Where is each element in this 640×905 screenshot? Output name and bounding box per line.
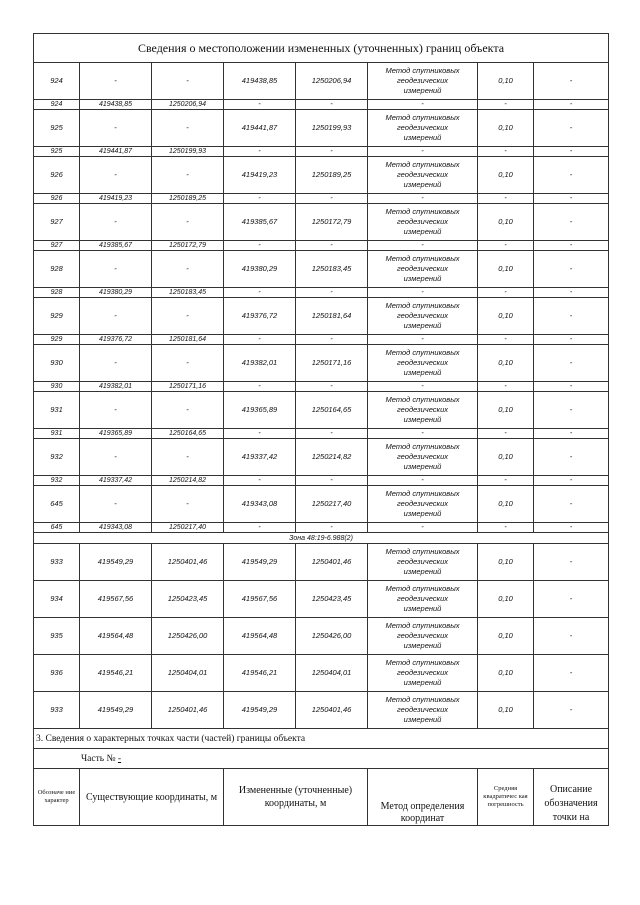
existing-y: 1250401,46 bbox=[152, 544, 224, 581]
point-id: 924 bbox=[34, 100, 80, 110]
method-line: Метод спутниковых bbox=[385, 207, 460, 216]
point-id: 931 bbox=[34, 392, 80, 429]
error-value: - bbox=[478, 147, 534, 157]
point-id: 926 bbox=[34, 194, 80, 204]
existing-y: - bbox=[152, 486, 224, 523]
table-title: Сведения о местоположении измененных (уточненных) границ объекта bbox=[34, 34, 609, 63]
new-x: 419385,67 bbox=[224, 204, 296, 241]
point-id: 933 bbox=[34, 692, 80, 729]
method-line: измерений bbox=[403, 274, 442, 283]
header-description: Описание обозначения точки на bbox=[534, 769, 609, 826]
existing-x: 419337,42 bbox=[80, 476, 152, 486]
point-description: - bbox=[534, 692, 609, 729]
part-number bbox=[34, 749, 609, 769]
existing-x: 419564,48 bbox=[80, 618, 152, 655]
method-line: геодезических bbox=[396, 405, 449, 414]
point-description: - bbox=[534, 63, 609, 100]
point-description: - bbox=[534, 544, 609, 581]
method-line: измерений bbox=[403, 86, 442, 95]
table-row bbox=[34, 63, 609, 100]
point-id: 925 bbox=[34, 147, 80, 157]
point-description: - bbox=[534, 335, 609, 345]
new-y: - bbox=[296, 335, 368, 345]
table-row bbox=[34, 581, 609, 618]
existing-y: - bbox=[152, 110, 224, 147]
existing-x: 419376,72 bbox=[80, 335, 152, 345]
method-cell bbox=[368, 544, 478, 581]
table-row bbox=[34, 204, 609, 241]
point-description: - bbox=[534, 392, 609, 429]
point-description: - bbox=[534, 204, 609, 241]
new-y: 1250199,93 bbox=[296, 110, 368, 147]
existing-x: 419380,29 bbox=[80, 288, 152, 298]
new-x: - bbox=[224, 100, 296, 110]
table-row bbox=[34, 692, 609, 729]
method-line: измерений bbox=[403, 567, 442, 576]
point-id: 928 bbox=[34, 251, 80, 288]
existing-y: 1250217,40 bbox=[152, 523, 224, 533]
error-value: 0,10 bbox=[478, 157, 534, 194]
error-value: - bbox=[478, 382, 534, 392]
existing-x: 419385,67 bbox=[80, 241, 152, 251]
method-line: геодезических bbox=[396, 452, 449, 461]
new-y: 1250423,45 bbox=[296, 581, 368, 618]
method-line: Метод спутниковых bbox=[385, 254, 460, 263]
point-description: - bbox=[534, 523, 609, 533]
table-row bbox=[34, 392, 609, 429]
existing-y: 1250181,64 bbox=[152, 335, 224, 345]
method-line: измерений bbox=[403, 678, 442, 687]
point-id: 927 bbox=[34, 204, 80, 241]
method-cell: - bbox=[368, 476, 478, 486]
error-value: 0,10 bbox=[478, 486, 534, 523]
error-value: - bbox=[478, 476, 534, 486]
point-description: - bbox=[534, 345, 609, 382]
point-id: 645 bbox=[34, 486, 80, 523]
existing-x: 419343,08 bbox=[80, 523, 152, 533]
point-id: 932 bbox=[34, 476, 80, 486]
new-y: 1250206,94 bbox=[296, 63, 368, 100]
method-line: Метод спутниковых bbox=[385, 621, 460, 630]
existing-y: - bbox=[152, 157, 224, 194]
existing-x: - bbox=[80, 345, 152, 382]
new-x: 419567,56 bbox=[224, 581, 296, 618]
new-y: - bbox=[296, 194, 368, 204]
error-value: 0,10 bbox=[478, 110, 534, 147]
method-line: измерений bbox=[403, 604, 442, 613]
error-value: 0,10 bbox=[478, 581, 534, 618]
existing-y: - bbox=[152, 439, 224, 476]
method-line: Метод спутниковых bbox=[385, 489, 460, 498]
method-line: измерений bbox=[403, 321, 442, 330]
existing-x: - bbox=[80, 392, 152, 429]
table-row bbox=[34, 345, 609, 382]
existing-x: 419441,87 bbox=[80, 147, 152, 157]
error-value: - bbox=[478, 241, 534, 251]
method-cell: - bbox=[368, 194, 478, 204]
method-line: Метод спутниковых bbox=[385, 160, 460, 169]
method-line: геодезических bbox=[396, 499, 449, 508]
new-y: - bbox=[296, 382, 368, 392]
existing-x: 419549,29 bbox=[80, 544, 152, 581]
point-id: 926 bbox=[34, 157, 80, 194]
existing-x: - bbox=[80, 439, 152, 476]
method-line: измерений bbox=[403, 462, 442, 471]
existing-x: 419567,56 bbox=[80, 581, 152, 618]
point-description: - bbox=[534, 429, 609, 439]
table-row-existing bbox=[34, 335, 609, 345]
method-cell: - bbox=[368, 100, 478, 110]
table-row bbox=[34, 110, 609, 147]
existing-x: 419438,85 bbox=[80, 100, 152, 110]
method-line: измерений bbox=[403, 133, 442, 142]
method-line: геодезических bbox=[396, 170, 449, 179]
method-cell bbox=[368, 392, 478, 429]
point-description: - bbox=[534, 147, 609, 157]
existing-y: 1250171,16 bbox=[152, 382, 224, 392]
point-description: - bbox=[534, 618, 609, 655]
error-value: 0,10 bbox=[478, 63, 534, 100]
new-x: - bbox=[224, 147, 296, 157]
method-cell: - bbox=[368, 523, 478, 533]
table-row-existing bbox=[34, 241, 609, 251]
coordinates-table bbox=[33, 33, 609, 826]
method-line: Метод спутниковых bbox=[385, 547, 460, 556]
point-id: 930 bbox=[34, 382, 80, 392]
point-id: 932 bbox=[34, 439, 80, 476]
error-value: 0,10 bbox=[478, 655, 534, 692]
error-value: 0,10 bbox=[478, 345, 534, 382]
existing-y: - bbox=[152, 345, 224, 382]
new-x: 419441,87 bbox=[224, 110, 296, 147]
error-value: 0,10 bbox=[478, 544, 534, 581]
method-line: Метод спутниковых bbox=[385, 584, 460, 593]
existing-y: - bbox=[152, 392, 224, 429]
new-y: 1250217,40 bbox=[296, 486, 368, 523]
new-y: - bbox=[296, 147, 368, 157]
error-value: - bbox=[478, 194, 534, 204]
error-value: 0,10 bbox=[478, 392, 534, 429]
new-x: 419380,29 bbox=[224, 251, 296, 288]
new-x: 419564,48 bbox=[224, 618, 296, 655]
section-3-title: 3. Сведения о характерных точках части (частей) границы объекта bbox=[34, 729, 609, 749]
new-y: 1250404,01 bbox=[296, 655, 368, 692]
method-cell: - bbox=[368, 382, 478, 392]
new-x: 419337,42 bbox=[224, 439, 296, 476]
method-cell: - bbox=[368, 147, 478, 157]
point-description: - bbox=[534, 382, 609, 392]
method-line: геодезических bbox=[396, 594, 449, 603]
new-x: - bbox=[224, 476, 296, 486]
existing-y: 1250426,00 bbox=[152, 618, 224, 655]
existing-x: - bbox=[80, 486, 152, 523]
point-id: 929 bbox=[34, 335, 80, 345]
method-line: геодезических bbox=[396, 264, 449, 273]
zone-row bbox=[34, 533, 609, 544]
new-x: 419343,08 bbox=[224, 486, 296, 523]
new-x: - bbox=[224, 523, 296, 533]
point-description: - bbox=[534, 288, 609, 298]
method-cell bbox=[368, 692, 478, 729]
existing-x: - bbox=[80, 63, 152, 100]
point-id: 927 bbox=[34, 241, 80, 251]
point-id: 925 bbox=[34, 110, 80, 147]
new-x: - bbox=[224, 288, 296, 298]
new-y: 1250214,82 bbox=[296, 439, 368, 476]
existing-y: 1250164,65 bbox=[152, 429, 224, 439]
new-x: - bbox=[224, 335, 296, 345]
new-x: 419438,85 bbox=[224, 63, 296, 100]
error-value: - bbox=[478, 288, 534, 298]
point-id: 933 bbox=[34, 544, 80, 581]
header-point-designation: Обозначе ние характер bbox=[34, 769, 80, 826]
error-value: 0,10 bbox=[478, 251, 534, 288]
error-value: 0,10 bbox=[478, 439, 534, 476]
new-y: - bbox=[296, 476, 368, 486]
new-x: 419546,21 bbox=[224, 655, 296, 692]
existing-y: - bbox=[152, 63, 224, 100]
method-cell bbox=[368, 298, 478, 335]
method-line: геодезических bbox=[396, 358, 449, 367]
new-x: 419549,29 bbox=[224, 544, 296, 581]
method-line: измерений bbox=[403, 509, 442, 518]
error-value: - bbox=[478, 100, 534, 110]
new-x: 419549,29 bbox=[224, 692, 296, 729]
method-line: измерений bbox=[403, 715, 442, 724]
error-value: - bbox=[478, 523, 534, 533]
method-cell: - bbox=[368, 335, 478, 345]
method-cell bbox=[368, 486, 478, 523]
error-value: - bbox=[478, 429, 534, 439]
new-x: 419376,72 bbox=[224, 298, 296, 335]
point-description: - bbox=[534, 251, 609, 288]
existing-y: 1250423,45 bbox=[152, 581, 224, 618]
point-description: - bbox=[534, 655, 609, 692]
table-row-existing bbox=[34, 288, 609, 298]
table-row-existing bbox=[34, 100, 609, 110]
method-cell bbox=[368, 618, 478, 655]
method-cell bbox=[368, 204, 478, 241]
new-x: - bbox=[224, 194, 296, 204]
existing-y: 1250172,79 bbox=[152, 241, 224, 251]
table-row bbox=[34, 618, 609, 655]
new-y: - bbox=[296, 288, 368, 298]
point-description: - bbox=[534, 298, 609, 335]
new-x: - bbox=[224, 429, 296, 439]
error-value: 0,10 bbox=[478, 618, 534, 655]
existing-x: 419365,89 bbox=[80, 429, 152, 439]
table-row bbox=[34, 486, 609, 523]
method-line: Метод спутниковых bbox=[385, 695, 460, 704]
point-description: - bbox=[534, 100, 609, 110]
new-y: 1250164,65 bbox=[296, 392, 368, 429]
point-id: 936 bbox=[34, 655, 80, 692]
point-id: 928 bbox=[34, 288, 80, 298]
existing-y: 1250214,82 bbox=[152, 476, 224, 486]
method-line: Метод спутниковых bbox=[385, 395, 460, 404]
point-description: - bbox=[534, 194, 609, 204]
point-id: 935 bbox=[34, 618, 80, 655]
point-description: - bbox=[534, 476, 609, 486]
method-cell bbox=[368, 581, 478, 618]
table-row bbox=[34, 298, 609, 335]
table-row-existing bbox=[34, 382, 609, 392]
existing-y: - bbox=[152, 298, 224, 335]
existing-y: 1250199,93 bbox=[152, 147, 224, 157]
method-line: Метод спутниковых bbox=[385, 442, 460, 451]
method-cell bbox=[368, 655, 478, 692]
method-line: Метод спутниковых bbox=[385, 66, 460, 75]
header-existing-coords: Существующие координаты, м bbox=[80, 769, 224, 826]
header-method: Метод определения координат bbox=[368, 769, 478, 826]
table-row-existing bbox=[34, 429, 609, 439]
point-id: 929 bbox=[34, 298, 80, 335]
point-id: 924 bbox=[34, 63, 80, 100]
new-y: - bbox=[296, 429, 368, 439]
section-3-header-row bbox=[34, 769, 609, 826]
method-line: Метод спутниковых bbox=[385, 658, 460, 667]
existing-y: - bbox=[152, 251, 224, 288]
table-row-existing bbox=[34, 147, 609, 157]
table-row bbox=[34, 157, 609, 194]
error-value: 0,10 bbox=[478, 298, 534, 335]
point-description: - bbox=[534, 581, 609, 618]
document-sheet bbox=[33, 33, 608, 826]
existing-y: 1250183,45 bbox=[152, 288, 224, 298]
new-x: 419382,01 bbox=[224, 345, 296, 382]
point-id: 645 bbox=[34, 523, 80, 533]
new-y: 1250183,45 bbox=[296, 251, 368, 288]
existing-x: - bbox=[80, 251, 152, 288]
table-row bbox=[34, 655, 609, 692]
existing-x: - bbox=[80, 204, 152, 241]
new-x: - bbox=[224, 241, 296, 251]
table-row-existing bbox=[34, 523, 609, 533]
method-cell bbox=[368, 157, 478, 194]
new-y: 1250426,00 bbox=[296, 618, 368, 655]
new-y: 1250171,16 bbox=[296, 345, 368, 382]
existing-y: 1250206,94 bbox=[152, 100, 224, 110]
method-line: измерений bbox=[403, 368, 442, 377]
error-value: 0,10 bbox=[478, 692, 534, 729]
part-value: - bbox=[117, 753, 122, 764]
point-id: 931 bbox=[34, 429, 80, 439]
method-cell: - bbox=[368, 241, 478, 251]
method-line: Метод спутниковых bbox=[385, 348, 460, 357]
new-y: - bbox=[296, 523, 368, 533]
existing-y: - bbox=[152, 204, 224, 241]
method-cell bbox=[368, 251, 478, 288]
method-line: геодезических bbox=[396, 705, 449, 714]
point-description: - bbox=[534, 486, 609, 523]
existing-y: 1250404,01 bbox=[152, 655, 224, 692]
error-value: 0,10 bbox=[478, 204, 534, 241]
table-row-existing bbox=[34, 194, 609, 204]
method-line: геодезических bbox=[396, 668, 449, 677]
method-cell bbox=[368, 345, 478, 382]
method-cell bbox=[368, 63, 478, 100]
method-cell bbox=[368, 439, 478, 476]
table-row bbox=[34, 251, 609, 288]
method-line: Метод спутниковых bbox=[385, 301, 460, 310]
existing-y: 1250189,25 bbox=[152, 194, 224, 204]
table-row bbox=[34, 439, 609, 476]
new-y: - bbox=[296, 100, 368, 110]
header-changed-coords: Измененные (уточненные) координаты, м bbox=[224, 769, 368, 826]
existing-x: - bbox=[80, 298, 152, 335]
new-x: - bbox=[224, 382, 296, 392]
point-description: - bbox=[534, 110, 609, 147]
error-value: - bbox=[478, 335, 534, 345]
method-line: измерений bbox=[403, 227, 442, 236]
method-line: геодезических bbox=[396, 557, 449, 566]
new-y: 1250401,46 bbox=[296, 692, 368, 729]
new-y: 1250181,64 bbox=[296, 298, 368, 335]
method-line: измерений bbox=[403, 180, 442, 189]
new-y: - bbox=[296, 241, 368, 251]
existing-x: - bbox=[80, 157, 152, 194]
table-row bbox=[34, 544, 609, 581]
method-cell: - bbox=[368, 288, 478, 298]
point-id: 930 bbox=[34, 345, 80, 382]
method-cell: - bbox=[368, 429, 478, 439]
point-description: - bbox=[534, 241, 609, 251]
existing-y: 1250401,46 bbox=[152, 692, 224, 729]
new-y: 1250401,46 bbox=[296, 544, 368, 581]
point-description: - bbox=[534, 157, 609, 194]
new-y: 1250172,79 bbox=[296, 204, 368, 241]
method-line: геодезических bbox=[396, 123, 449, 132]
existing-x: - bbox=[80, 110, 152, 147]
method-line: Метод спутниковых bbox=[385, 113, 460, 122]
method-line: измерений bbox=[403, 415, 442, 424]
existing-x: 419546,21 bbox=[80, 655, 152, 692]
method-cell bbox=[368, 110, 478, 147]
method-line: геодезических bbox=[396, 217, 449, 226]
existing-x: 419549,29 bbox=[80, 692, 152, 729]
method-line: измерений bbox=[403, 641, 442, 650]
new-x: 419419,23 bbox=[224, 157, 296, 194]
point-description: - bbox=[534, 439, 609, 476]
new-y: 1250189,25 bbox=[296, 157, 368, 194]
existing-x: 419419,23 bbox=[80, 194, 152, 204]
part-label: Часть № bbox=[81, 753, 116, 764]
method-line: геодезических bbox=[396, 311, 449, 320]
method-line: геодезических bbox=[396, 631, 449, 640]
table-row-existing bbox=[34, 476, 609, 486]
method-line: геодезических bbox=[396, 76, 449, 85]
existing-x: 419382,01 bbox=[80, 382, 152, 392]
point-id: 934 bbox=[34, 581, 80, 618]
new-x: 419365,89 bbox=[224, 392, 296, 429]
zone-label: Зона 48:19-6.988(2) bbox=[34, 533, 609, 544]
header-error: Средняя квадратичес кая погрешность bbox=[478, 769, 534, 826]
